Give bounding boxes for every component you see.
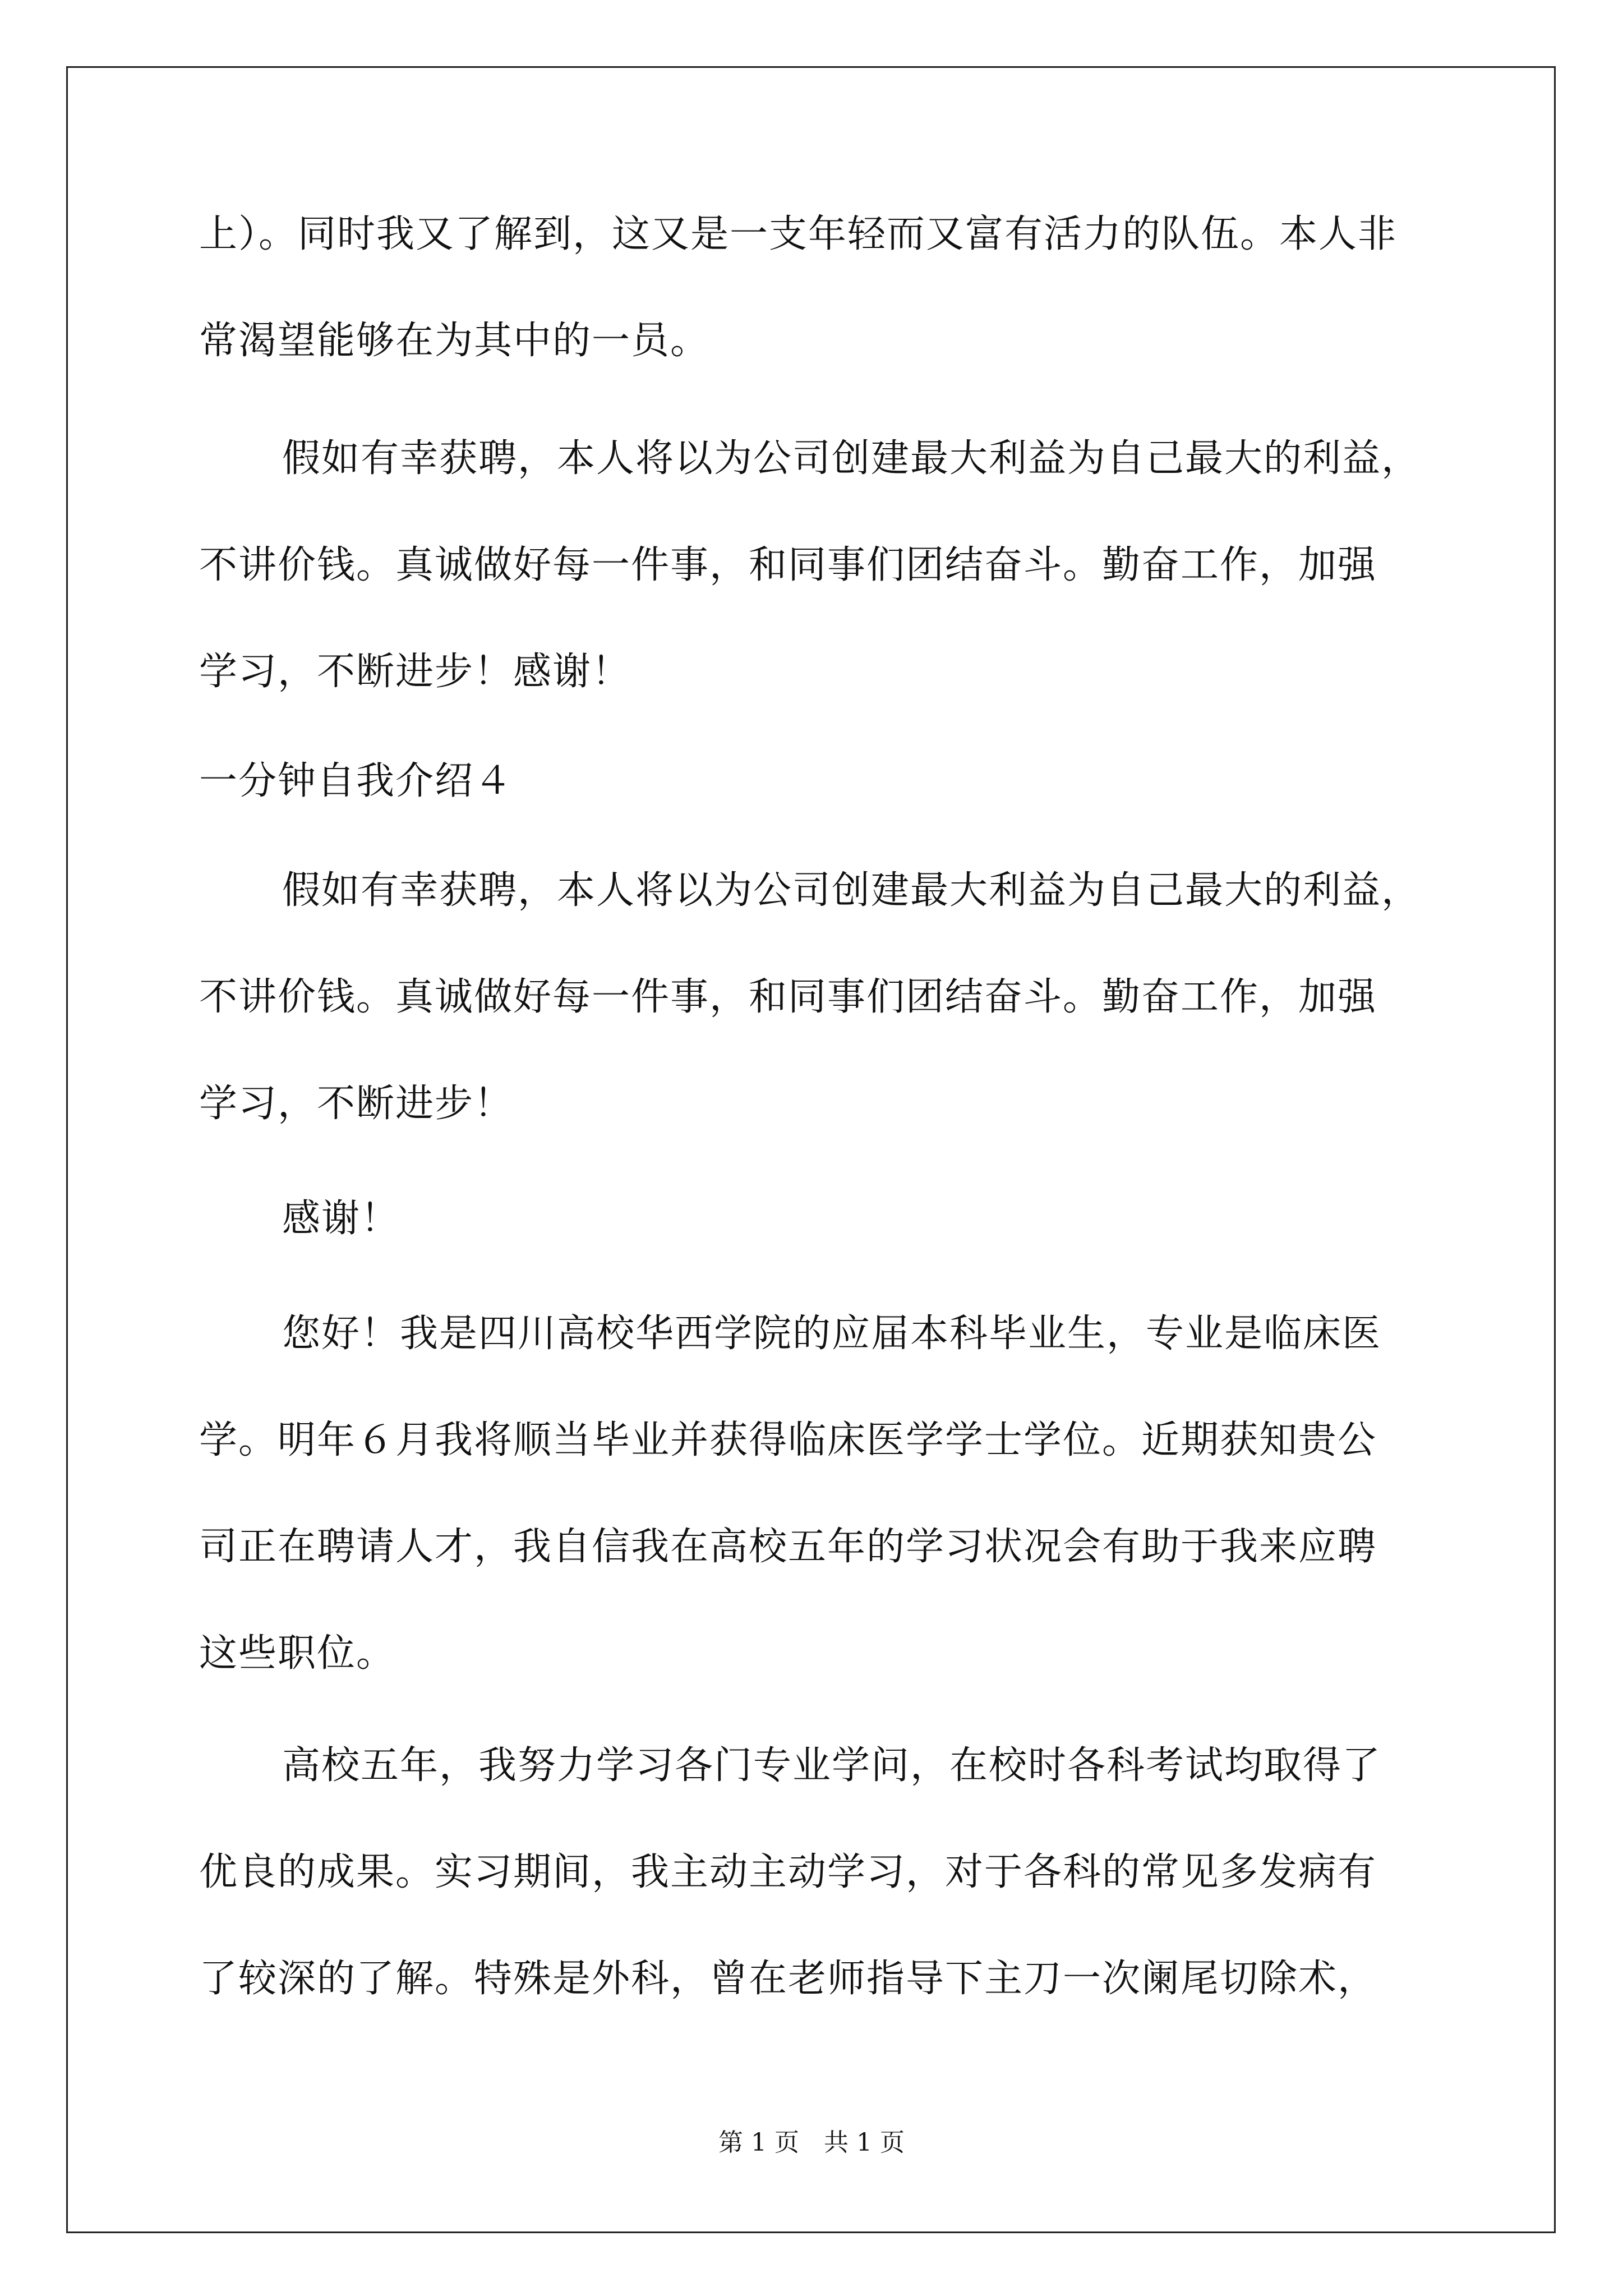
text-line: 不讲价钱。真诚做好每一件事，和同事们团结奋斗。勤奋工作，加强 (199, 975, 1377, 1019)
text-line: 优良的成果。实习期间，我主动主动学习，对于各科的常见多发病有 (199, 1850, 1377, 1894)
text-line: 不讲价钱。真诚做好每一件事，和同事们团结奋斗。勤奋工作，加强 (199, 543, 1377, 587)
text-line: 上）。同时我又了解到，这又是一支年轻而又富有活力的队伍。本人非 (199, 212, 1398, 256)
page-number: 第 1 页 共 1 页 (718, 2128, 905, 2157)
text-line: 这些职位。 (199, 1631, 396, 1676)
paragraph-start-line: 感谢！ (282, 1197, 400, 1241)
text-line: 学。明年６月我将顺当毕业并获得临床医学学士学位。近期获知贵公 (199, 1418, 1377, 1462)
paragraph-start-line: 假如有幸获聘，本人将以为公司创建最大利益为自己最大的利益， (282, 868, 1421, 913)
section-heading: 一分钟自我介绍４ (199, 759, 514, 803)
text-line: 学习，不断进步！感谢！ (199, 650, 631, 694)
text-line: 了较深的了解。特殊是外科，曾在老师指导下主刀一次阑尾切除术， (199, 1957, 1377, 2001)
paragraph-start-line: 高校五年，我努力学习各门专业学问，在校时各科考试均取得了 (282, 1743, 1382, 1788)
paragraph-start-line: 假如有幸获聘，本人将以为公司创建最大利益为自己最大的利益， (282, 436, 1421, 481)
paragraph-start-line: 您好！我是四川高校华西学院的应届本科毕业生，专业是临床医 (282, 1312, 1382, 1356)
page-border (66, 66, 1556, 2233)
text-line: 司正在聘请人才，我自信我在高校五年的学习状况会有助于我来应聘 (199, 1525, 1377, 1569)
text-line: 常渴望能够在为其中的一员。 (199, 319, 710, 363)
text-line: 学习，不断进步！ (199, 1082, 514, 1126)
